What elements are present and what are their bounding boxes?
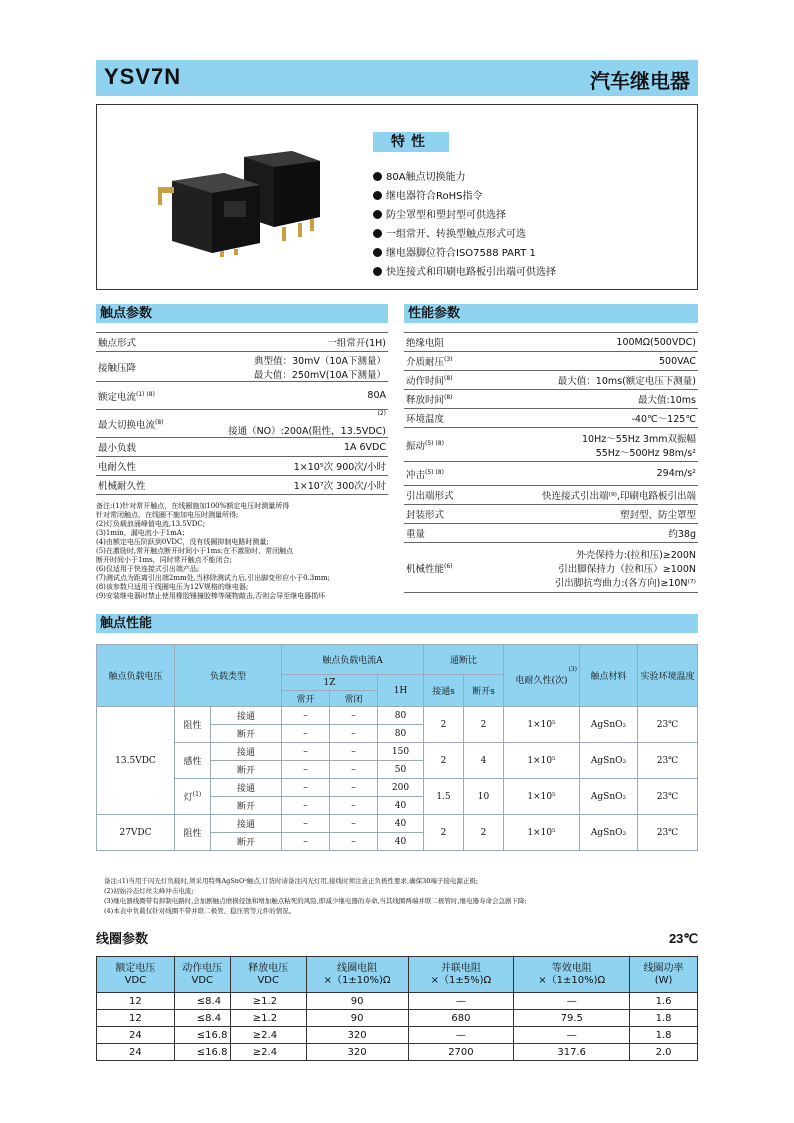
performance-params-table: [404, 332, 698, 593]
header-cell: 1H: [378, 675, 424, 707]
table-row: 24 ≤16.8 ≥2.4 320 2700 317.6 2.0: [97, 1044, 698, 1061]
header-cell: 动作电压 VDC: [174, 957, 230, 993]
contact-notes: 备注:(1)针对常开触点，在线圈施加100%额定电压时测量所得 针对常闭触点，在线圈不施加电压时测量所得; (2)灯负载浪涌峰值电流,13.5VDC; (3)1min，漏电流小于1mA； (4)由额定电压阶跃到0VDC，没有线圈抑制电路时测量; (5)在激励时,常开触点断开时间小于1ms;在不激励时，常闭触点 断开时间小于1ms，同时常开触点不能闭合; (6)仅适用于快连接式引出端产品; (7)测试点为距离引出端2mm处,当移除测试力后,引出脚变形应小于0.3mm; (8)该参数只适用于线圈电压为12V规格的继电器; (9)安装继电器时禁止使用橡胶锤撞胶棒等硬物敲击,否则会导至继电器损坏: [96, 502, 330, 600]
feature-item: 一组常开、转换型触点形式可选: [373, 226, 556, 245]
header-cell: 等效电阻 ×（1±10%)Ω: [514, 957, 630, 993]
header-cell: 通断比: [424, 645, 504, 675]
table-row: [96, 352, 388, 382]
feature-item: 快连接式和印刷电路板引出端可供选择: [373, 264, 556, 283]
table-row: [404, 505, 698, 524]
header-cell: 线圈电阻 ×（1±10%)Ω: [306, 957, 408, 993]
table-row: [96, 476, 388, 495]
table-row: 27VDC 阻性 接通 – – 40 2 2 1×10⁵ AgSnO₂ 23℃: [97, 815, 698, 833]
header-cell: 触点负载电流A: [282, 645, 424, 675]
table-row: [404, 390, 698, 409]
header-cell: 负载类型: [175, 645, 282, 707]
contact-perf-title: 触点性能: [96, 614, 698, 633]
header-cell: (3) 电耐久性(次): [504, 645, 580, 707]
param-key: 电耐久性: [96, 457, 184, 476]
table-row: [404, 428, 698, 462]
table-row: [96, 410, 388, 438]
param-value: 最大值:10ms: [476, 390, 698, 409]
param-value: 约38g: [476, 524, 698, 543]
table-row: 断开 – – 40: [97, 833, 698, 851]
header-cell: 1Z: [282, 675, 378, 691]
param-key: 最小负载: [96, 438, 184, 457]
table-row: 断开 – – 40: [97, 797, 698, 815]
table-row: 断开 – – 50: [97, 761, 698, 779]
param-key: 重量: [404, 524, 476, 543]
table-row: [404, 409, 698, 428]
param-value: 10Hz～55Hz 3mm双振幅 55Hz～500Hz 98m/s²: [476, 428, 698, 462]
table-row: [96, 382, 388, 410]
param-value: 快连接式引出端⁽⁹⁾,印刷电路板引出端: [476, 486, 698, 505]
header-cell: 断开s: [464, 675, 504, 707]
header-cell: 实验环境温度: [638, 645, 698, 707]
bullet-icon: [373, 210, 382, 219]
param-value: 80A: [184, 382, 388, 410]
feature-item: 80A触点切换能力: [373, 169, 556, 188]
performance-params-title: 性能参数: [404, 304, 698, 323]
table-row: [404, 486, 698, 505]
param-key: 额定电流$^{(1) (8)}$: [96, 382, 184, 410]
table-row: [404, 371, 698, 390]
load-type-cell: 阻性: [175, 815, 211, 851]
contact-perf-table: [96, 644, 698, 851]
table-row: 12 ≤8.4 ≥1.2 90 — — 1.6: [97, 993, 698, 1010]
voltage-cell: 27VDC: [97, 815, 175, 851]
feature-item: 继电器脚位符合ISO7588 PART 1: [373, 245, 556, 264]
bullet-icon: [373, 267, 382, 276]
param-key: 环境温度: [404, 409, 476, 428]
contact-params-title: 触点参数: [96, 304, 388, 323]
contact-perf-notes: 备注:(1)当用于闪光灯负载时,须采用特殊AgSnO²触点,订货时请备注闪光灯用,接线时须注意正负极性要求,确保30端子接电源正极; (2)初始冷态灯丝尖峰冲击电流; (3)继电器线圈带有抑制电路时,会加剧触点磨损侵蚀和增加触点粘死的风险,即减少继电器的寿命,当其线圈两端并联二极管时,继电器寿命会急剧下降; (4)本表中负载仅针对线圈不带并联二极管、稳压管等元件的情况。: [104, 877, 527, 915]
param-value: 1×10⁷次 300次/小时: [184, 476, 388, 495]
header-cell: 并联电阻 ×（1±5%)Ω: [408, 957, 514, 993]
model-name: YSV7N: [104, 64, 182, 89]
param-key: 冲击$^{(5) (8)}$: [404, 462, 476, 486]
feature-item: 防尘罩型和塑封型可供选择: [373, 207, 556, 226]
header-cell: 额定电压 VDC: [97, 957, 175, 993]
param-key: 封装形式: [404, 505, 476, 524]
param-key: 绝缘电阻: [404, 333, 476, 352]
param-key: 释放时间$^{(8)}$: [404, 390, 476, 409]
param-value: 500VAC: [476, 352, 698, 371]
header-cell: 释放电压 VDC: [230, 957, 306, 993]
header-cell: 触点材料: [580, 645, 638, 707]
table-header-row: [97, 645, 698, 675]
table-header-row: [97, 957, 698, 993]
param-key: 引出端形式: [404, 486, 476, 505]
table-row: [96, 438, 388, 457]
bullet-icon: [373, 191, 382, 200]
header-cell: 触点负载电压: [97, 645, 175, 707]
param-key: 最大切换电流$^{(8)}$: [96, 410, 184, 438]
param-key: 振动$^{(5) (8)}$: [404, 428, 476, 462]
load-type-cell: 感性: [175, 743, 211, 779]
param-value: 1×10⁵次 900次/小时: [184, 457, 388, 476]
load-type-cell: 灯$^{(1)}$: [175, 779, 211, 815]
param-key: 机械性能$^{(6)}$: [404, 543, 476, 593]
header-cell: 常闭: [330, 691, 378, 707]
header-cell: 线圈功率 (W): [630, 957, 698, 993]
table-row: [404, 333, 698, 352]
relay-photo: [152, 147, 332, 257]
bullet-icon: [373, 248, 382, 257]
coil-params-title: 线圈参数: [96, 930, 698, 949]
table-row: 断开 – – 80: [97, 725, 698, 743]
table-row: [404, 352, 698, 371]
features-list: [373, 169, 556, 283]
contact-params-table: [96, 332, 388, 495]
param-value: 294m/s²: [476, 462, 698, 486]
coil-temp: 23℃: [668, 931, 698, 946]
product-type: 汽车继电器: [590, 69, 690, 93]
table-row: [404, 524, 698, 543]
param-key: 介质耐压$^{(3)}$: [404, 352, 476, 371]
coil-params-table: [96, 956, 698, 1061]
table-row: 24 ≤16.8 ≥2.4 320 — — 1.8: [97, 1027, 698, 1044]
feature-item: 继电器符合RoHS指令: [373, 188, 556, 207]
header-cell: 接通s: [424, 675, 464, 707]
param-value: 塑封型、防尘罩型: [476, 505, 698, 524]
param-value: 100MΩ(500VDC): [476, 333, 698, 352]
product-overview: [96, 104, 698, 290]
param-key: 机械耐久性: [96, 476, 184, 495]
voltage-cell: 13.5VDC: [97, 707, 175, 815]
param-value: 最大值：10ms(额定电压下测量): [476, 371, 698, 390]
param-key: 触点形式: [96, 333, 184, 352]
table-row: 灯$^{(1)}$ 接通 – – 200 1.5 10 1×10⁵ AgSnO₂ 23℃: [97, 779, 698, 797]
param-value: 外壳保持力:(拉和压)≥200N 引出脚保持力（拉和压）≥100N 引出脚抗弯曲力:(各方向)≥10N⁽⁷⁾: [476, 543, 698, 593]
param-value: $^{(2)}$ 接通（NO）:200A(阻性，13.5VDC): [184, 410, 388, 438]
table-row: [404, 543, 698, 593]
param-value: -40℃～125℃: [476, 409, 698, 428]
param-value: 1A 6VDC: [184, 438, 388, 457]
load-type-cell: 阻性: [175, 707, 211, 743]
table-row: 感性 接通 – – 150 2 4 1×10⁵ AgSnO₂ 23℃: [97, 743, 698, 761]
table-row: 12 ≤8.4 ≥1.2 90 680 79.5 1.8: [97, 1010, 698, 1027]
table-row: [96, 333, 388, 352]
param-value: 典型值：30mV（10A下测量） 最大值：250mV(10A下测量）: [184, 352, 388, 382]
param-value: 一组常开(1H): [184, 333, 388, 352]
bullet-icon: [373, 172, 382, 181]
param-key: 动作时间$^{(8)}$: [404, 371, 476, 390]
table-row: 13.5VDC 阻性 接通 – – 80 2 2 1×10⁵ AgSnO₂ 23℃: [97, 707, 698, 725]
title-bar: [96, 60, 698, 96]
param-key: 接触压降: [96, 352, 184, 382]
bullet-icon: [373, 229, 382, 238]
features-title: 特性: [373, 132, 449, 152]
table-row: [404, 462, 698, 486]
table-row: [96, 457, 388, 476]
header-cell: 常开: [282, 691, 330, 707]
